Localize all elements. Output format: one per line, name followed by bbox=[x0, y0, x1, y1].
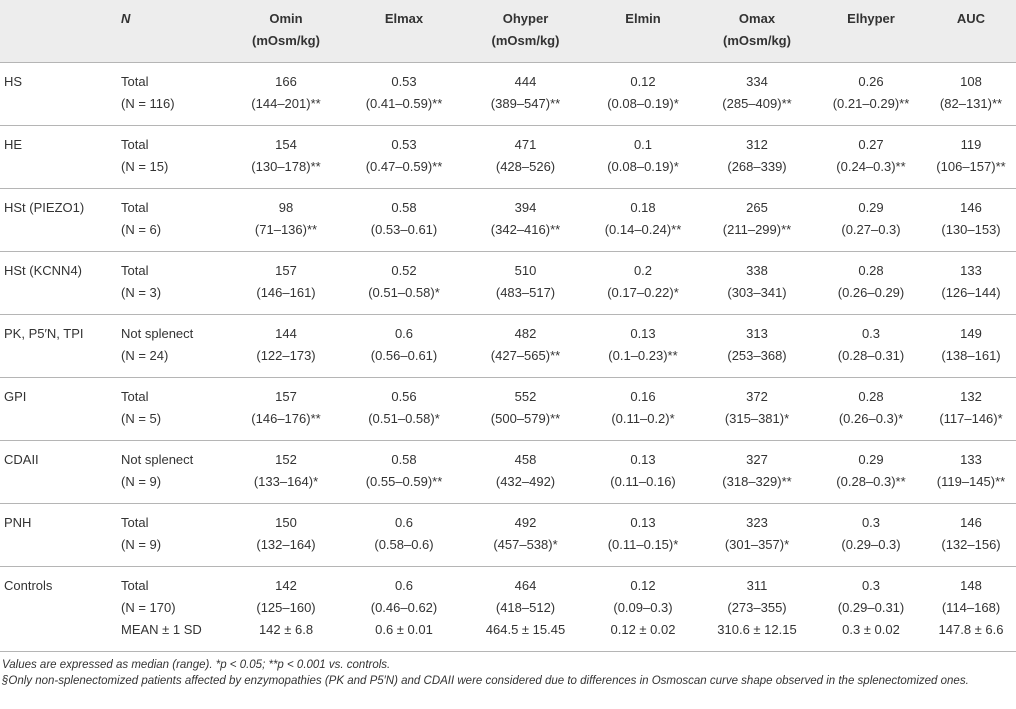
n-cell: (N = 170) bbox=[121, 599, 176, 615]
table-row bbox=[0, 440, 1016, 471]
group-label bbox=[0, 408, 117, 441]
value-cell: (285–409)** bbox=[722, 95, 792, 111]
value-cell: 0.3 bbox=[816, 566, 926, 597]
table-row bbox=[0, 62, 1016, 93]
header-group bbox=[0, 0, 117, 62]
table-row bbox=[0, 282, 1016, 315]
table-row bbox=[0, 471, 1016, 504]
value-cell: 146 bbox=[926, 188, 1016, 219]
value-cell: 0.6 bbox=[345, 566, 463, 597]
value-cell: (0.11–0.15)* bbox=[607, 536, 679, 552]
value-cell: (126–144) bbox=[941, 284, 1001, 300]
value-cell: 0.12 ± 0.02 bbox=[588, 619, 698, 652]
header-ohyper-unit: (mOsm/kg) bbox=[491, 33, 560, 48]
value-cell: (82–131)** bbox=[939, 95, 1003, 111]
value-cell: 372 bbox=[698, 377, 816, 408]
value-cell: 458 bbox=[463, 440, 588, 471]
value-cell: (0.47–0.59)** bbox=[365, 158, 443, 174]
value-cell: 0.6 bbox=[345, 503, 463, 534]
value-cell: (318–329)** bbox=[722, 473, 792, 489]
n-cell: MEAN ± 1 SD bbox=[117, 619, 227, 652]
value-cell: (0.09–0.3) bbox=[613, 599, 673, 615]
group-label: HSt (KCNN4) bbox=[0, 251, 117, 282]
value-cell: (0.51–0.58)* bbox=[368, 284, 440, 300]
value-cell: 510 bbox=[463, 251, 588, 282]
value-cell: 0.28 bbox=[816, 377, 926, 408]
value-cell: (0.55–0.59)** bbox=[365, 473, 443, 489]
header-omax-unit: (mOsm/kg) bbox=[723, 33, 791, 48]
value-cell: (0.41–0.59)** bbox=[365, 95, 443, 111]
n-cell: (N = 116) bbox=[121, 95, 175, 111]
table-row bbox=[0, 188, 1016, 219]
value-cell: 133 bbox=[926, 440, 1016, 471]
value-cell: 334 bbox=[698, 62, 816, 93]
group-label bbox=[0, 156, 117, 189]
group-label bbox=[0, 345, 117, 378]
value-cell: (273–355) bbox=[727, 599, 787, 615]
table-row bbox=[0, 619, 1016, 652]
value-cell: 552 bbox=[463, 377, 588, 408]
value-cell: (122–173) bbox=[256, 347, 316, 363]
value-cell: 482 bbox=[463, 314, 588, 345]
value-cell: (0.1–0.23)** bbox=[608, 347, 678, 363]
footnotes bbox=[2, 657, 1014, 689]
value-cell: 142 ± 6.8 bbox=[227, 619, 345, 652]
value-cell: 0.52 bbox=[345, 251, 463, 282]
value-cell: 492 bbox=[463, 503, 588, 534]
value-cell: (0.28–0.31) bbox=[837, 347, 905, 363]
table-row bbox=[0, 408, 1016, 441]
value-cell: (0.29–0.3) bbox=[841, 536, 901, 552]
value-cell: 471 bbox=[463, 125, 588, 156]
value-cell: 142 bbox=[227, 566, 345, 597]
value-cell: 0.16 bbox=[588, 377, 698, 408]
value-cell: 0.53 bbox=[345, 62, 463, 93]
value-cell: (119–145)** bbox=[936, 473, 1006, 489]
n-cell: Total bbox=[117, 62, 227, 93]
value-cell: (342–416)** bbox=[490, 221, 561, 237]
n-cell: Total bbox=[117, 125, 227, 156]
value-cell: 0.18 bbox=[588, 188, 698, 219]
group-label: HSt (PIEZO1) bbox=[0, 188, 117, 219]
value-cell: (71–136)** bbox=[254, 221, 318, 237]
value-cell: (253–368) bbox=[727, 347, 787, 363]
value-cell: 154 bbox=[227, 125, 345, 156]
value-cell: (117–146)* bbox=[939, 410, 1003, 426]
value-cell: 0.6 ± 0.01 bbox=[345, 619, 463, 652]
header-omax bbox=[698, 0, 816, 62]
group-label: PK, P5′N, TPI bbox=[0, 314, 117, 345]
table-header bbox=[0, 0, 1016, 62]
value-cell: (457–538)* bbox=[493, 536, 558, 552]
header-omin-unit: (mOsm/kg) bbox=[252, 33, 320, 48]
value-cell: 132 bbox=[926, 377, 1016, 408]
value-cell: 464.5 ± 15.45 bbox=[463, 619, 588, 652]
n-cell: (N = 9) bbox=[121, 536, 162, 552]
header-elhyper: Elhyper bbox=[847, 11, 895, 26]
value-cell: (0.27–0.3) bbox=[841, 221, 901, 237]
n-cell: Not splenect bbox=[117, 314, 227, 345]
value-cell: 0.13 bbox=[588, 440, 698, 471]
value-cell: 0.12 bbox=[588, 566, 698, 597]
table-row bbox=[0, 251, 1016, 282]
value-cell: 0.1 bbox=[588, 125, 698, 156]
value-cell: (132–156) bbox=[941, 536, 1001, 552]
group-label: HE bbox=[0, 125, 117, 156]
value-cell: 98 bbox=[227, 188, 345, 219]
value-cell: (130–153) bbox=[941, 221, 1001, 237]
value-cell: (144–201)** bbox=[251, 95, 321, 111]
table-body bbox=[0, 62, 1016, 651]
table-row bbox=[0, 377, 1016, 408]
value-cell: (0.53–0.61) bbox=[370, 221, 438, 237]
value-cell: (130–178)** bbox=[251, 158, 321, 174]
table-row bbox=[0, 566, 1016, 597]
value-cell: (0.51–0.58)* bbox=[368, 410, 440, 426]
table-row bbox=[0, 156, 1016, 189]
value-cell: 0.29 bbox=[816, 440, 926, 471]
value-cell: 323 bbox=[698, 503, 816, 534]
value-cell: 166 bbox=[227, 62, 345, 93]
value-cell: (0.46–0.62) bbox=[370, 599, 438, 615]
table-row bbox=[0, 93, 1016, 126]
value-cell: (0.14–0.24)** bbox=[604, 221, 682, 237]
group-label bbox=[0, 471, 117, 504]
value-cell: 150 bbox=[227, 503, 345, 534]
group-label: CDAII bbox=[0, 440, 117, 471]
value-cell: 312 bbox=[698, 125, 816, 156]
group-label: Controls bbox=[0, 566, 117, 597]
value-cell: 146 bbox=[926, 503, 1016, 534]
value-cell: (0.08–0.19)* bbox=[607, 95, 679, 111]
value-cell: (0.56–0.61) bbox=[370, 347, 438, 363]
header-omin-label: Omin bbox=[269, 11, 303, 26]
value-cell: (0.24–0.3)** bbox=[836, 158, 906, 174]
value-cell: (133–164)* bbox=[253, 473, 319, 489]
n-cell: Total bbox=[117, 188, 227, 219]
table-row bbox=[0, 219, 1016, 252]
value-cell: (315–381)* bbox=[724, 410, 790, 426]
value-cell: 157 bbox=[227, 377, 345, 408]
value-cell: (432–492) bbox=[495, 473, 556, 489]
value-cell: 444 bbox=[463, 62, 588, 93]
value-cell: (132–164) bbox=[256, 536, 316, 552]
value-cell: 0.53 bbox=[345, 125, 463, 156]
n-cell: (N = 6) bbox=[121, 221, 162, 237]
header-omin bbox=[227, 0, 345, 62]
value-cell: (125–160) bbox=[256, 599, 316, 615]
group-label bbox=[0, 619, 117, 652]
value-cell: 0.3 bbox=[816, 314, 926, 345]
value-cell: (0.11–0.16) bbox=[610, 473, 676, 489]
value-cell: 0.27 bbox=[816, 125, 926, 156]
value-cell: 0.3 ± 0.02 bbox=[816, 619, 926, 652]
group-label: PNH bbox=[0, 503, 117, 534]
value-cell: 0.12 bbox=[588, 62, 698, 93]
n-cell: Total bbox=[117, 566, 227, 597]
value-cell: 313 bbox=[698, 314, 816, 345]
group-label bbox=[0, 219, 117, 252]
value-cell: 0.2 bbox=[588, 251, 698, 282]
value-cell: (268–339) bbox=[727, 158, 787, 174]
n-cell: Total bbox=[117, 251, 227, 282]
value-cell: (0.08–0.19)* bbox=[607, 158, 679, 174]
value-cell: 147.8 ± 6.6 bbox=[926, 619, 1016, 652]
n-cell: Not splenect bbox=[117, 440, 227, 471]
value-cell: 0.56 bbox=[345, 377, 463, 408]
value-cell: (211–299)** bbox=[722, 221, 792, 237]
n-cell: (N = 24) bbox=[121, 347, 169, 363]
value-cell: (500–579)** bbox=[490, 410, 561, 426]
value-cell: 108 bbox=[926, 62, 1016, 93]
group-label: GPI bbox=[0, 377, 117, 408]
header-elmin: Elmin bbox=[625, 11, 661, 26]
group-label bbox=[0, 534, 117, 567]
header-elmax: Elmax bbox=[384, 11, 424, 26]
value-cell: (418–512) bbox=[495, 599, 556, 615]
value-cell: 144 bbox=[227, 314, 345, 345]
table-row bbox=[0, 345, 1016, 378]
value-cell: 338 bbox=[698, 251, 816, 282]
value-cell: (0.21–0.29)** bbox=[832, 95, 910, 111]
value-cell: (301–357)* bbox=[724, 536, 790, 552]
value-cell: 0.3 bbox=[816, 503, 926, 534]
n-cell: Total bbox=[117, 377, 227, 408]
value-cell: (0.11–0.2)* bbox=[611, 410, 675, 426]
value-cell: 0.58 bbox=[345, 440, 463, 471]
table-row bbox=[0, 597, 1016, 619]
table-row bbox=[0, 125, 1016, 156]
header-auc: AUC bbox=[956, 11, 986, 26]
table-row bbox=[0, 534, 1016, 567]
group-label bbox=[0, 597, 117, 619]
value-cell: (0.26–0.3)* bbox=[838, 410, 904, 426]
value-cell: (146–161) bbox=[256, 284, 316, 300]
header-omax-label: Omax bbox=[738, 11, 776, 26]
value-cell: (114–168) bbox=[941, 599, 1001, 615]
value-cell: (303–341) bbox=[727, 284, 787, 300]
value-cell: (428–526) bbox=[495, 158, 556, 174]
value-cell: (0.17–0.22)* bbox=[607, 284, 679, 300]
value-cell: (0.26–0.29) bbox=[837, 284, 905, 300]
n-cell: (N = 15) bbox=[121, 158, 169, 174]
table-row bbox=[0, 503, 1016, 534]
footnote-values: Values are expressed as median (range). *p < 0.05; **p < 0.001 vs. controls. bbox=[2, 659, 391, 671]
group-label: HS bbox=[0, 62, 117, 93]
value-cell: 0.58 bbox=[345, 188, 463, 219]
header-n: N bbox=[121, 11, 131, 26]
value-cell: (138–161) bbox=[941, 347, 1001, 363]
value-cell: 394 bbox=[463, 188, 588, 219]
header-ohyper bbox=[463, 0, 588, 62]
value-cell: 265 bbox=[698, 188, 816, 219]
value-cell: 311 bbox=[698, 566, 816, 597]
n-cell: (N = 3) bbox=[121, 284, 162, 300]
header-ohyper-label: Ohyper bbox=[502, 11, 549, 26]
group-label bbox=[0, 282, 117, 315]
value-cell: 327 bbox=[698, 440, 816, 471]
n-cell: (N = 5) bbox=[121, 410, 162, 426]
value-cell: 0.13 bbox=[588, 314, 698, 345]
value-cell: 0.26 bbox=[816, 62, 926, 93]
value-cell: (0.29–0.31) bbox=[837, 599, 905, 615]
value-cell: (106–157)** bbox=[936, 158, 1006, 174]
group-label bbox=[0, 93, 117, 126]
value-cell: (389–547)** bbox=[490, 95, 561, 111]
value-cell: 149 bbox=[926, 314, 1016, 345]
value-cell: 148 bbox=[926, 566, 1016, 597]
value-cell: 119 bbox=[926, 125, 1016, 156]
value-cell: 0.28 bbox=[816, 251, 926, 282]
value-cell: 0.13 bbox=[588, 503, 698, 534]
footnote-splenect: §Only non-splenectomized patients affected by enzymopathies (PK and P5′N) and CDAII were considered due to differences in Osmoscan curve shape observed in the splenectomized ones. bbox=[2, 675, 969, 687]
value-cell: 133 bbox=[926, 251, 1016, 282]
value-cell: 0.6 bbox=[345, 314, 463, 345]
n-cell: Total bbox=[117, 503, 227, 534]
value-cell: 152 bbox=[227, 440, 345, 471]
value-cell: (427–565)** bbox=[490, 347, 561, 363]
value-cell: (0.28–0.3)** bbox=[836, 473, 906, 489]
value-cell: (0.58–0.6) bbox=[374, 536, 434, 552]
value-cell: (146–176)** bbox=[251, 410, 321, 426]
value-cell: 464 bbox=[463, 566, 588, 597]
table-row bbox=[0, 314, 1016, 345]
value-cell: 310.6 ± 12.15 bbox=[698, 619, 816, 652]
n-cell: (N = 9) bbox=[121, 473, 162, 489]
value-cell: 157 bbox=[227, 251, 345, 282]
value-cell: 0.29 bbox=[816, 188, 926, 219]
value-cell: (483–517) bbox=[495, 284, 556, 300]
